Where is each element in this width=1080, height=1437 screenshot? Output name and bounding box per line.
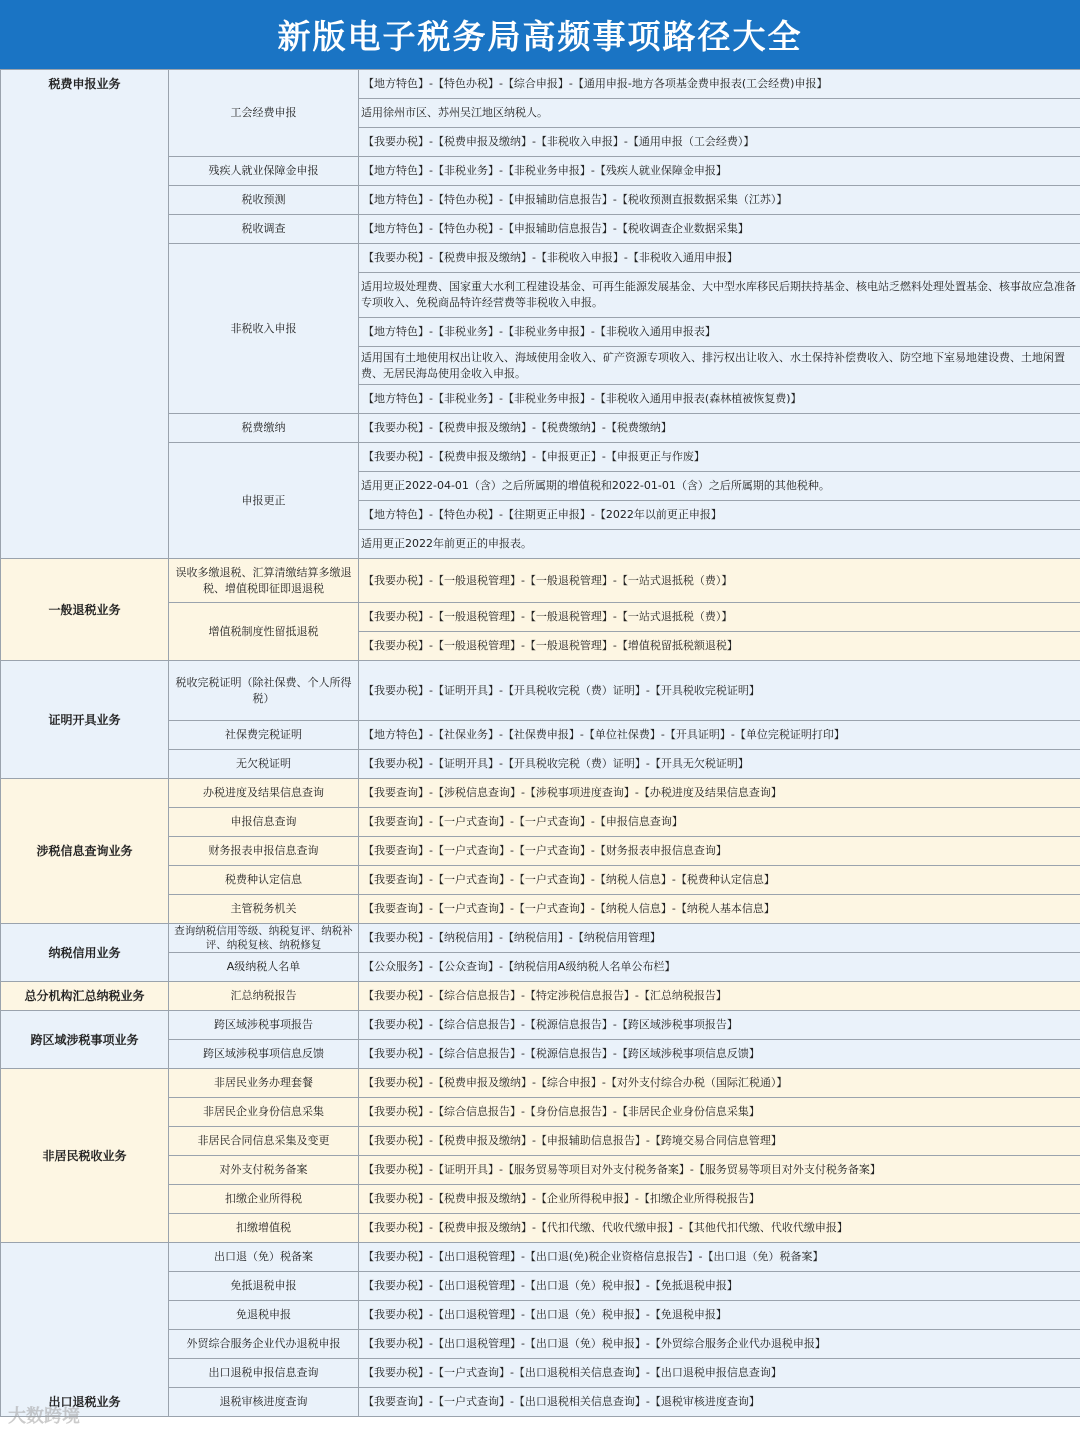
group-cell: 涉税信息查询业务 — [1, 779, 169, 924]
group-cell: 证明开具业务 — [1, 661, 169, 779]
table-row — [1, 661, 1080, 721]
path-cell: 【我要查询】-【一户式查询】-【一户式查询】-【纳税人信息】-【纳税人基本信息】 — [359, 895, 1080, 924]
path-cell: 【我要办税】-【一般退税管理】-【一般退税管理】-【一站式退抵税（费）】 — [359, 603, 1080, 632]
path-cell: 【我要查询】-【涉税信息查询】-【涉税事项进度查询】-【办税进度及结果信息查询】 — [359, 779, 1080, 808]
path-cell: 【地方特色】-【非税业务】-【非税业务申报】-【残疾人就业保障金申报】 — [359, 157, 1080, 186]
page-header — [0, 0, 1080, 69]
path-cell: 【我要办税】-【税费申报及缴纳】-【企业所得税申报】-【扣缴企业所得税报告】 — [359, 1185, 1080, 1214]
path-cell: 【我要办税】-【证明开具】-【服务贸易等项目对外支付税务备案】-【服务贸易等项目对外支付税务备案】 — [359, 1156, 1080, 1185]
note-cell: 适用更正2022-04-01（含）之后所属期的增值税和2022-01-01（含）之后所属期的其他税种。 — [359, 472, 1080, 501]
path-cell: 【我要办税】-【出口退税管理】-【出口退(免)税企业资格信息报告】-【出口退（免）税备案】 — [359, 1243, 1080, 1272]
table-row — [1, 70, 1080, 99]
item-cell: 非居民合同信息采集及变更 — [169, 1127, 359, 1156]
group-cell: 出口退税业务 — [1, 1243, 169, 1417]
page-title: 新版电子税务局高频事项路径大全 — [277, 17, 803, 56]
item-cell: 主管税务机关 — [169, 895, 359, 924]
table-row — [1, 924, 1080, 953]
table-row — [1, 1243, 1080, 1272]
path-cell: 【我要办税】-【证明开具】-【开具税收完税（费）证明】-【开具无欠税证明】 — [359, 750, 1080, 779]
table-row — [1, 1069, 1080, 1098]
item-cell: 税费种认定信息 — [169, 866, 359, 895]
path-cell: 【我要办税】-【税费申报及缴纳】-【非税收入申报】-【通用申报（工会经费）】 — [359, 128, 1080, 157]
item-cell: 免退税申报 — [169, 1301, 359, 1330]
watermark-logo: 大数跨境 — [8, 1406, 80, 1427]
item-cell: 申报更正 — [169, 443, 359, 559]
table-row — [1, 982, 1080, 1011]
item-cell: 出口退税申报信息查询 — [169, 1359, 359, 1388]
item-cell: 扣缴增值税 — [169, 1214, 359, 1243]
path-cell: 【我要查询】-【一户式查询】-【出口退税相关信息查询】-【退税审核进度查询】 — [359, 1388, 1080, 1417]
path-cell: 【我要办税】-【一般退税管理】-【一般退税管理】-【增值税留抵税额退税】 — [359, 632, 1080, 661]
item-cell: 办税进度及结果信息查询 — [169, 779, 359, 808]
item-cell: 残疾人就业保障金申报 — [169, 157, 359, 186]
item-cell: 财务报表申报信息查询 — [169, 837, 359, 866]
path-cell: 【我要办税】-【出口退税管理】-【出口退（免）税申报】-【外贸综合服务企业代办退税申报】 — [359, 1330, 1080, 1359]
item-cell: 对外支付税务备案 — [169, 1156, 359, 1185]
item-cell: 外贸综合服务企业代办退税申报 — [169, 1330, 359, 1359]
note-cell: 适用垃圾处理费、国家重大水利工程建设基金、可再生能源发展基金、大中型水库移民后期扶持基金、核电站乏燃料处理处置基金、核事故应急准备专项收入、免税商品特许经营费等非税收入申报。 — [359, 273, 1080, 318]
group-cell: 跨区域涉税事项业务 — [1, 1011, 169, 1069]
path-cell: 【我要查询】-【一户式查询】-【一户式查询】-【申报信息查询】 — [359, 808, 1080, 837]
item-cell: A级纳税人名单 — [169, 953, 359, 982]
path-cell: 【我要办税】-【综合信息报告】-【特定涉税信息报告】-【汇总纳税报告】 — [359, 982, 1080, 1011]
path-cell: 【地方特色】-【特色办税】-【申报辅助信息报告】-【税收预测直报数据采集（江苏）】 — [359, 186, 1080, 215]
path-cell: 【我要办税】-【出口退税管理】-【出口退（免）税申报】-【免退税申报】 — [359, 1301, 1080, 1330]
path-cell: 【我要办税】-【税费申报及缴纳】-【综合申报】-【对外支付综合办税（国际汇税通）】 — [359, 1069, 1080, 1098]
item-cell: 非居民企业身份信息采集 — [169, 1098, 359, 1127]
item-cell: 申报信息查询 — [169, 808, 359, 837]
note-cell: 适用国有土地使用权出让收入、海域使用金收入、矿产资源专项收入、排污权出让收入、水土保持补偿费收入、防空地下室易地建设费、土地闲置费、无居民海岛使用金收入申报。 — [359, 347, 1080, 385]
item-cell: 汇总纳税报告 — [169, 982, 359, 1011]
path-cell: 【我要办税】-【税费申报及缴纳】-【申报辅助信息报告】-【跨境交易合同信息管理】 — [359, 1127, 1080, 1156]
path-cell: 【我要查询】-【一户式查询】-【一户式查询】-【纳税人信息】-【税费种认定信息】 — [359, 866, 1080, 895]
group-cell: 非居民税收业务 — [1, 1069, 169, 1243]
item-cell: 税收调查 — [169, 215, 359, 244]
path-cell: 【我要办税】-【综合信息报告】-【身份信息报告】-【非居民企业身份信息采集】 — [359, 1098, 1080, 1127]
item-cell: 免抵退税申报 — [169, 1272, 359, 1301]
item-cell: 出口退（免）税备案 — [169, 1243, 359, 1272]
path-cell: 【我要办税】-【出口退税管理】-【出口退（免）税申报】-【免抵退税申报】 — [359, 1272, 1080, 1301]
matter-path-table — [0, 69, 1080, 1417]
item-cell: 扣缴企业所得税 — [169, 1185, 359, 1214]
item-cell: 税收预测 — [169, 186, 359, 215]
item-cell: 工会经费申报 — [169, 70, 359, 157]
table-row — [1, 559, 1080, 603]
item-cell: 查询纳税信用等级、纳税复评、纳税补评、纳税复核、纳税修复 — [169, 924, 359, 953]
path-cell: 【我要查询】-【一户式查询】-【一户式查询】-【财务报表申报信息查询】 — [359, 837, 1080, 866]
path-cell: 【地方特色】-【特色办税】-【综合申报】-【通用申报-地方各项基金费申报表(工会经费)申报】 — [359, 70, 1080, 99]
item-cell: 跨区域涉税事项信息反馈 — [169, 1040, 359, 1069]
group-cell: 总分机构汇总纳税业务 — [1, 982, 169, 1011]
path-cell: 【我要办税】-【纳税信用】-【纳税信用】-【纳税信用管理】 — [359, 924, 1080, 953]
note-cell: 适用徐州市区、苏州吴江地区纳税人。 — [359, 99, 1080, 128]
table-row — [1, 1011, 1080, 1040]
item-cell: 非税收入申报 — [169, 244, 359, 414]
path-cell: 【地方特色】-【特色办税】-【往期更正申报】-【2022年以前更正申报】 — [359, 501, 1080, 530]
path-cell: 【地方特色】-【特色办税】-【申报辅助信息报告】-【税收调查企业数据采集】 — [359, 215, 1080, 244]
path-cell: 【公众服务】-【公众查询】-【纳税信用A级纳税人名单公布栏】 — [359, 953, 1080, 982]
item-cell: 社保费完税证明 — [169, 721, 359, 750]
item-cell: 非居民业务办理套餐 — [169, 1069, 359, 1098]
path-cell: 【我要办税】-【税费申报及缴纳】-【非税收入申报】-【非税收入通用申报】 — [359, 244, 1080, 273]
path-cell: 【我要办税】-【一般退税管理】-【一般退税管理】-【一站式退抵税（费）】 — [359, 559, 1080, 603]
path-cell: 【地方特色】-【非税业务】-【非税业务申报】-【非税收入通用申报表(森林植被恢复费)】 — [359, 385, 1080, 414]
path-cell: 【地方特色】-【社保业务】-【社保费申报】-【单位社保费】-【开具证明】-【单位完税证明打印】 — [359, 721, 1080, 750]
path-cell: 【我要办税】-【税费申报及缴纳】-【申报更正】-【申报更正与作废】 — [359, 443, 1080, 472]
path-cell: 【我要办税】-【证明开具】-【开具税收完税（费）证明】-【开具税收完税证明】 — [359, 661, 1080, 721]
path-cell: 【我要办税】-【税费申报及缴纳】-【代扣代缴、代收代缴申报】-【其他代扣代缴、代收代缴申报】 — [359, 1214, 1080, 1243]
group-cell: 一般退税业务 — [1, 559, 169, 661]
path-cell: 【我要办税】-【综合信息报告】-【税源信息报告】-【跨区域涉税事项报告】 — [359, 1011, 1080, 1040]
path-cell: 【地方特色】-【非税业务】-【非税业务申报】-【非税收入通用申报表】 — [359, 318, 1080, 347]
group-cell: 税费申报业务 — [1, 70, 169, 559]
item-cell: 退税审核进度查询 — [169, 1388, 359, 1417]
item-cell: 税费缴纳 — [169, 414, 359, 443]
item-cell: 税收完税证明（除社保费、个人所得税） — [169, 661, 359, 721]
path-cell: 【我要办税】-【税费申报及缴纳】-【税费缴纳】-【税费缴纳】 — [359, 414, 1080, 443]
item-cell: 跨区域涉税事项报告 — [169, 1011, 359, 1040]
path-cell: 【我要办税】-【综合信息报告】-【税源信息报告】-【跨区域涉税事项信息反馈】 — [359, 1040, 1080, 1069]
item-cell: 增值税制度性留抵退税 — [169, 603, 359, 661]
item-cell: 无欠税证明 — [169, 750, 359, 779]
path-cell: 【我要办税】-【一户式查询】-【出口退税相关信息查询】-【出口退税申报信息查询】 — [359, 1359, 1080, 1388]
note-cell: 适用更正2022年前更正的申报表。 — [359, 530, 1080, 559]
table-row — [1, 779, 1080, 808]
group-cell: 纳税信用业务 — [1, 924, 169, 982]
item-cell: 误收多缴退税、汇算清缴结算多缴退税、增值税即征即退退税 — [169, 559, 359, 603]
